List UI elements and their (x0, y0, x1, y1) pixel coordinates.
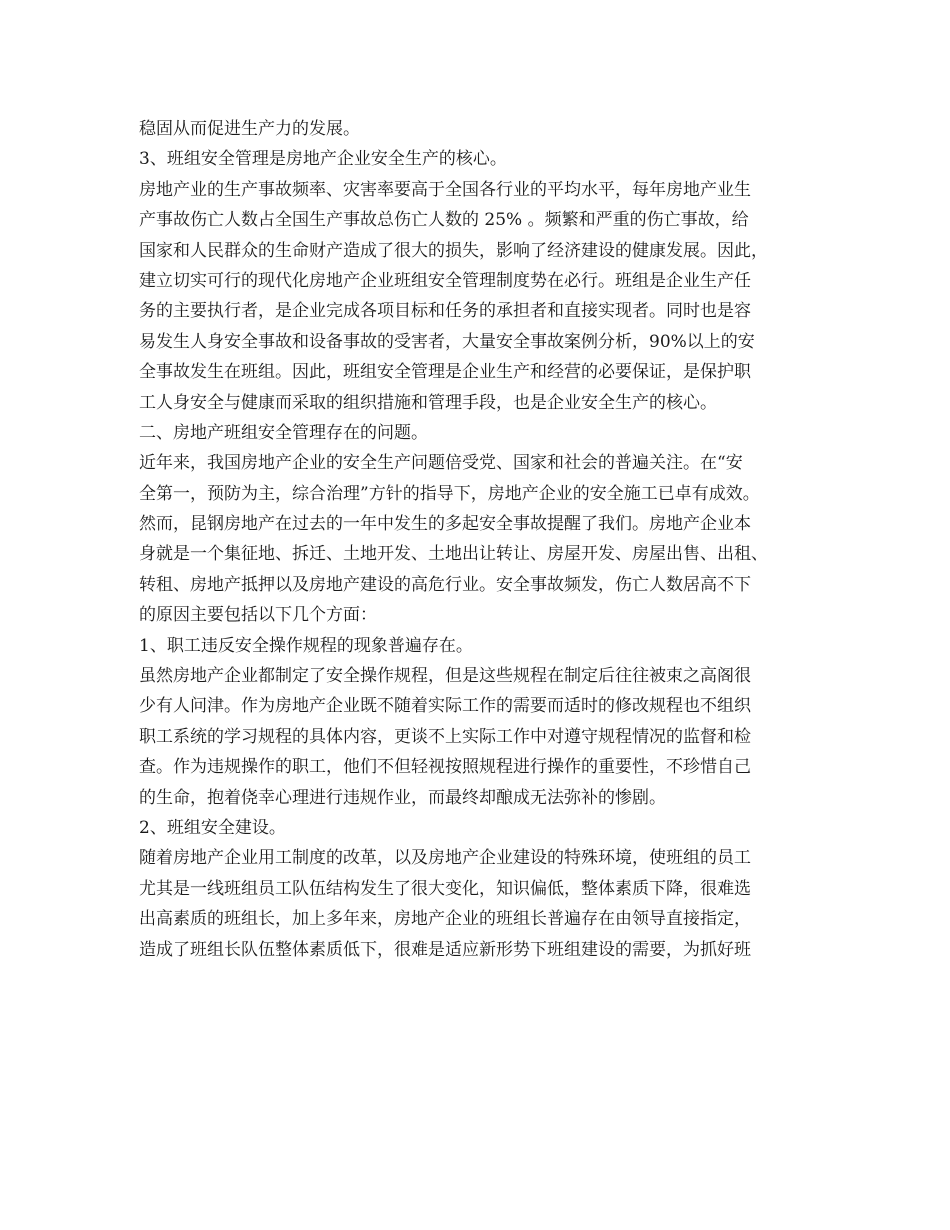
text-line: 查。作为违规操作的职工，他们不但轻视按照规程进行操作的重要性，不珍惜自己 (139, 757, 751, 778)
text-line: 全第一，预防为主，综合治理”方针的指导下，房地产企业的安全施工已卓有成效。 (139, 483, 760, 504)
text-line: 全事故发生在班组。因此，班组安全管理是企业生产和经营的必要保证，是保护职 (139, 362, 751, 383)
text-line: 然而，昆钢房地产在过去的一年中发生的多起安全事故提醒了我们。房地产企业本 (139, 514, 751, 535)
text-line: 建立切实可行的现代化房地产企业班组安全管理制度势在必行。班组是企业生产任 (139, 270, 751, 291)
text-line: 产事故伤亡人数占全国生产事故总伤亡人数的 25% 。频繁和严重的伤亡事故，给 (139, 210, 749, 231)
text-line: 稳固从而促进生产力的发展。 (139, 119, 360, 139)
text-line: 3、班组安全管理是房地产企业安全生产的核心。 (139, 149, 507, 170)
text-line: 工人身安全与健康而采取的组织措施和管理手段，也是企业安全生产的核心。 (139, 392, 717, 413)
text-line: 尤其是一线班组员工队伍结构发生了很大变化，知识偏低，整体素质下降，很难选 (139, 878, 751, 899)
text-line: 少有人问津。作为房地产企业既不随着实际工作的需要而适时的修改规程也不组织 (139, 696, 751, 717)
text-line: 务的主要执行者，是企业完成各项目标和任务的承担者和直接实现者。同时也是容 (139, 301, 751, 322)
text-line: 的生命，抱着侥幸心理进行违规作业，而最终却酿成无法弥补的惨剧。 (139, 787, 666, 808)
text-line: 易发生人身安全事故和设备事故的受害者，大量安全事故案例分析，90%以上的安 (139, 331, 755, 352)
text-line: 虽然房地产企业都制定了安全操作规程，但是这些规程在制定后往往被束之高阁很 (139, 666, 751, 687)
text-line: 国家和人民群众的生命财产造成了很大的损失，影响了经济建设的健康发展。因此， (139, 240, 768, 261)
text-line: 身就是一个集征地、拆迁、土地开发、土地出让转让、房屋开发、房屋出售、出租、 (139, 544, 768, 565)
text-line: 的原因主要包括以下几个方面： (139, 605, 377, 626)
text-line: 二、房地产班组安全管理存在的问题。 (139, 422, 428, 443)
text-line: 出高素质的班组长，加上多年来，房地产企业的班组长普遍存在由领导直接指定， (139, 909, 751, 930)
text-line: 2、班组安全建设。 (139, 817, 286, 838)
text-line: 职工系统的学习规程的具体内容，更谈不上实际工作中对遵守规程情况的监督和检 (139, 726, 751, 747)
document-body (139, 114, 819, 965)
text-line: 造成了班组长队伍整体素质低下，很难是适应新形势下班组建设的需要，为抓好班 (139, 939, 751, 960)
text-line: 1、职工违反安全操作规程的现象普遍存在。 (139, 635, 473, 656)
text-line: 随着房地产企业用工制度的改革，以及房地产企业建设的特殊环境，使班组的员工 (139, 848, 751, 869)
text-line: 房地产业的生产事故频率、灾害率要高于全国各行业的平均水平，每年房地产业生 (139, 179, 751, 200)
text-line: 转租、房地产抵押以及房地产建设的高危行业。安全事故频发，伤亡人数居高不下 (139, 574, 751, 595)
text-line: 近年来，我国房地产企业的安全生产问题倍受党、国家和社会的普遍关注。在“安 (139, 453, 743, 474)
